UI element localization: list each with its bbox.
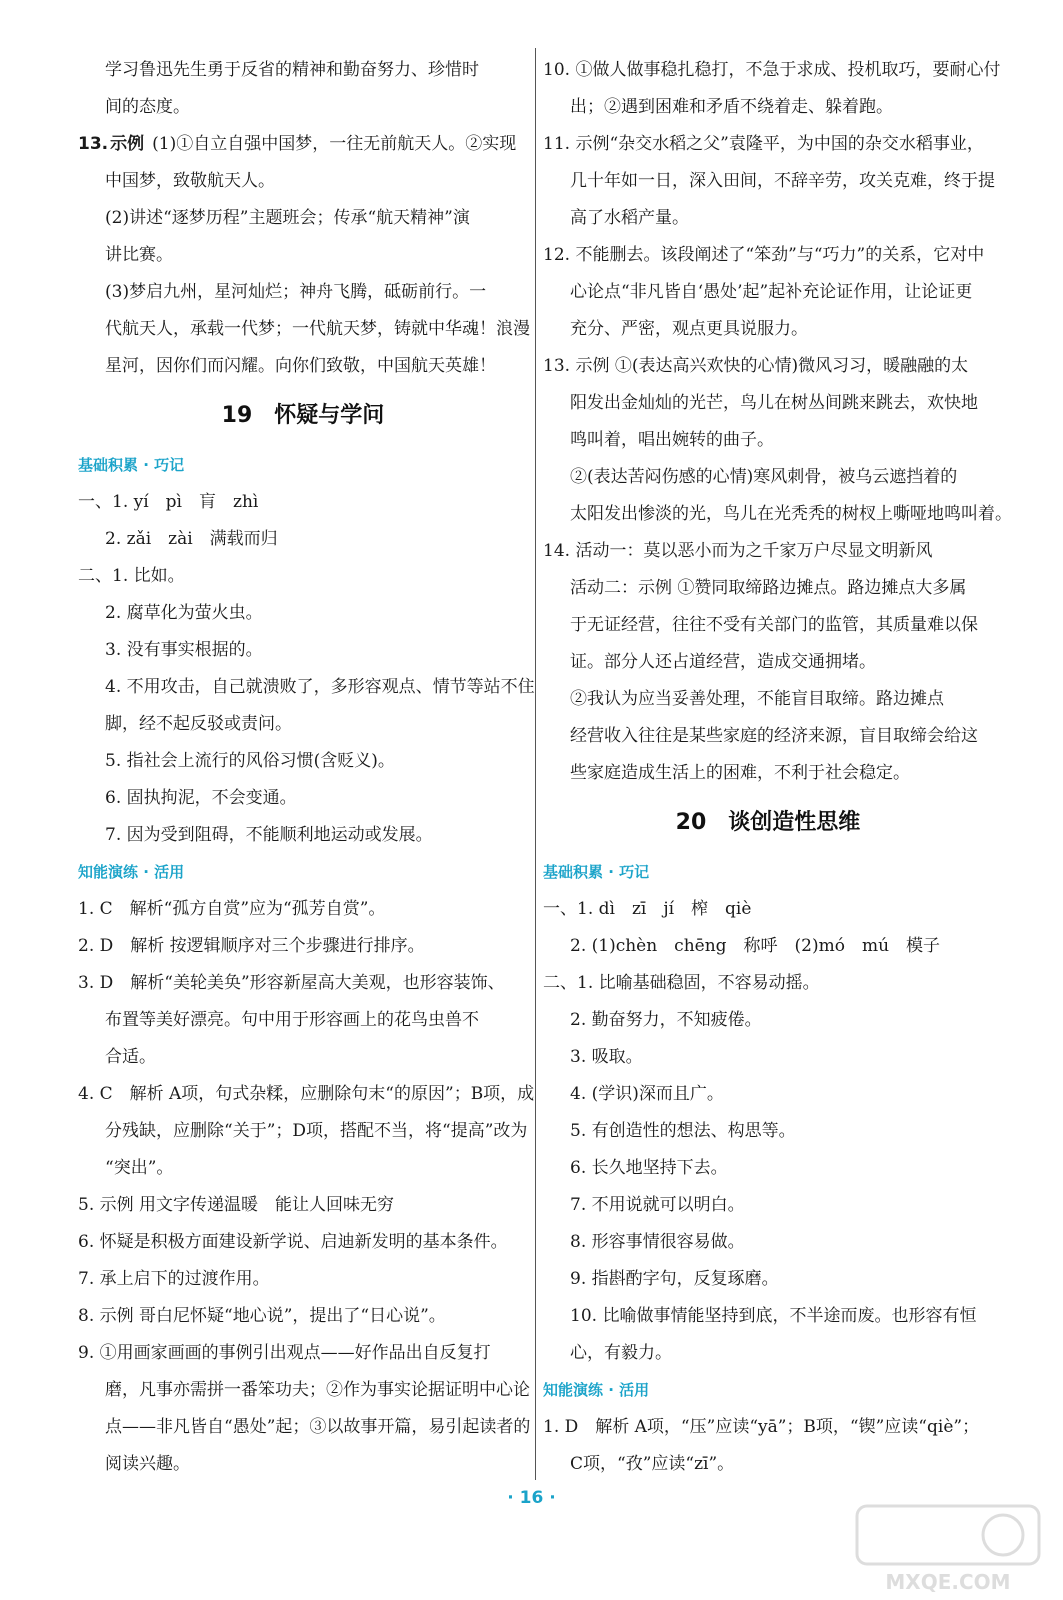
section-name: 谈创造性思维 <box>728 810 861 835</box>
text-line: 充分、严密，观点更具说服力。 <box>570 319 808 339</box>
text-line: 心，有毅力。 <box>570 1343 672 1363</box>
text-line: 阅读兴趣。 <box>105 1454 190 1474</box>
question-number: 13. <box>78 134 109 154</box>
text-line: 7. 不用说就可以明白。 <box>570 1195 745 1215</box>
text-line: 一、1. dì zī jí 榨 qiè <box>543 899 752 919</box>
left-column <box>78 52 535 1483</box>
watermark-logo <box>853 1502 1043 1594</box>
text-line: 1. C 解析“孤方自赏”应为“孤芳自赏”。 <box>78 899 386 919</box>
text-line: 二、1. 比如。 <box>78 566 185 586</box>
section-title-19 <box>78 385 528 447</box>
section-number: 20 <box>675 810 707 835</box>
text-line: 3. D 解析“美轮美奂”形容新屋高大美观，也形容装饰、 <box>78 973 505 993</box>
text-line: 中国梦，致敬航天人。 <box>105 171 275 191</box>
text-line: 分残缺，应删除“关于”；D项，搭配不当，将“提高”改为 <box>105 1121 528 1141</box>
text-line: 4. C 解析 A项，句式杂糅，应删除句末“的原因”；B项，成 <box>78 1084 535 1104</box>
text-line: 6. 怀疑是积极方面建设新学说、启迪新发明的基本条件。 <box>78 1232 508 1252</box>
text-line: 13. 示例 ①(表达高兴欢快的心情)微风习习，暖融融的太 <box>543 356 969 376</box>
text-line: 5. 指社会上流行的风俗习惯(含贬义)。 <box>105 751 395 771</box>
text-line: 7. 承上启下的过渡作用。 <box>78 1269 270 1289</box>
text-line: 鸣叫着，唱出婉转的曲子。 <box>570 430 774 450</box>
subsection-heading: 知能演练 · 活用 <box>78 863 185 881</box>
text-line: 10. ①做人做事稳扎稳打，不急于求成、投机取巧，要耐心付 <box>543 60 1001 80</box>
text-line: 12. 不能删去。该段阐述了“笨劲”与“巧力”的关系，它对中 <box>543 245 985 265</box>
text-line: 3. 没有事实根据的。 <box>105 640 263 660</box>
text-line: 出；②遇到困难和矛盾不绕着走、躲着跑。 <box>570 97 893 117</box>
text-line: (2)讲述“逐梦历程”主题班会；传承“航天精神”演 <box>105 208 470 228</box>
text-line: (1)①自立自强中国梦，一往无前航天人。②实现 <box>152 134 517 154</box>
text-line: (3)梦启九州，星河灿烂；神舟飞腾，砥砺前行。一 <box>105 282 487 302</box>
text-line: 4. 不用攻击，自己就溃败了，多形容观点、情节等站不住 <box>105 677 535 697</box>
text-line: 活动二：示例 ①赞同取缔路边摊点。路边摊点大多属 <box>570 578 967 598</box>
text-line: 高了水稻产量。 <box>570 208 689 228</box>
section-number: 19 <box>221 403 253 428</box>
text-line: 7. 因为受到阻碍，不能顺利地运动或发展。 <box>105 825 433 845</box>
text-line: 心论点“非凡皆自‘愚处’起”起补充论证作用，让论证更 <box>570 282 973 302</box>
text-line: 间的态度。 <box>105 97 190 117</box>
text-line: 2. 腐草化为萤火虫。 <box>105 603 263 623</box>
text-line: 几十年如一日，深入田间，不辞辛劳，攻关克难，终于提 <box>570 171 995 191</box>
text-line: 太阳发出惨淡的光，鸟儿在光秃秃的树杈上嘶哑地鸣叫着。 <box>570 504 1012 524</box>
example-label: 示例 <box>110 134 145 154</box>
text-line: 1. D 解析 A项，“压”应读“yā”；B项，“锲”应读“qiè”； <box>543 1417 980 1437</box>
text-line: 10. 比喻做事情能坚持到底，不半途而废。也形容有恒 <box>570 1306 977 1326</box>
subsection-heading: 知能演练 · 活用 <box>543 1381 650 1399</box>
text-line: 8. 形容事情很容易做。 <box>570 1232 745 1252</box>
column-divider <box>535 48 536 1480</box>
text-line: 合适。 <box>105 1047 156 1067</box>
text-line: C项，“孜”应读“zī”。 <box>570 1454 735 1474</box>
answer-13 <box>78 126 528 163</box>
text-line: 星河，因你们而闪耀。向你们致敬，中国航天英雄！ <box>105 356 496 376</box>
text-line: ②(表达苦闷伤感的心情)寒风刺骨，被乌云遮挡着的 <box>570 467 958 487</box>
text-line: 讲比赛。 <box>105 245 173 265</box>
text-line: 2. zǎi zài 满载而归 <box>105 529 278 549</box>
text-line: 4. (学识)深而且广。 <box>570 1084 724 1104</box>
text-line: 点——非凡皆自“愚处”起；③以故事开篇，易引起读者的 <box>105 1417 531 1437</box>
text-line: 5. 有创造性的想法、构思等。 <box>570 1121 796 1141</box>
text-line: 阳发出金灿灿的光芒，鸟儿在树丛间跳来跳去，欢快地 <box>570 393 978 413</box>
text-line: 3. 吸取。 <box>570 1047 643 1067</box>
text-line: 2. D 解析 按逻辑顺序对三个步骤进行排序。 <box>78 936 425 956</box>
text-line: 11. 示例“杂交水稻之父”袁隆平，为中国的杂交水稻事业， <box>543 134 984 154</box>
text-line: 一、1. yí pì 肓 zhì <box>78 492 259 512</box>
text-line: 磨，凡事亦需拼一番笨功夫；②作为事实论据证明中心论 <box>105 1380 530 1400</box>
text-line: 9. 指斟酌字句，反复琢磨。 <box>570 1269 779 1289</box>
subsection-heading: 基础积累 · 巧记 <box>543 863 650 881</box>
text-line: 脚，经不起反驳或责问。 <box>105 714 292 734</box>
text-line: 6. 固执拘泥，不会变通。 <box>105 788 297 808</box>
text-line: 于无证经营，往往不受有关部门的监管，其质量难以保 <box>570 615 978 635</box>
text-line: 代航天人，承载一代梦；一代航天梦，铸就中华魂！浪漫 <box>105 319 530 339</box>
text-line: 14. 活动一：莫以恶小而为之千家万户尽显文明新风 <box>543 541 933 561</box>
right-column <box>543 52 1012 1483</box>
text-line: 经营收入往往是某些家庭的经济来源，盲目取缔会给这 <box>570 726 978 746</box>
text-line: 9. ①用画家画画的事例引出观点——好作品出自反复打 <box>78 1343 491 1363</box>
text-line: ②我认为应当妥善处理，不能盲目取缔。路边摊点 <box>570 689 944 709</box>
text-line: 2. 勤奋努力，不知疲倦。 <box>570 1010 762 1030</box>
subsection-heading: 基础积累 · 巧记 <box>78 456 185 474</box>
text-line: 2. (1)chèn chēng 称呼 (2)mó mú 模子 <box>570 936 941 956</box>
section-name: 怀疑与学问 <box>274 403 385 428</box>
text-line: 证。部分人还占道经营，造成交通拥堵。 <box>570 652 876 672</box>
text-line: 二、1. 比喻基础稳固，不容易动摇。 <box>543 973 820 993</box>
text-line: 8. 示例 哥白尼怀疑“地心说”，提出了“日心说”。 <box>78 1306 446 1326</box>
section-title-20 <box>543 792 993 854</box>
page-number: · 16 · <box>507 1488 556 1508</box>
text-line: 布置等美好漂亮。句中用于形容画上的花鸟虫兽不 <box>105 1010 479 1030</box>
text-line: 些家庭造成生活上的困难，不利于社会稳定。 <box>570 763 910 783</box>
text-line: “突出”。 <box>105 1158 174 1178</box>
text-line: 5. 示例 用文字传递温暖 能让人回味无穷 <box>78 1195 395 1215</box>
text-line: 学习鲁迅先生勇于反省的精神和勤奋努力、珍惜时 <box>105 60 479 80</box>
text-line: 6. 长久地坚持下去。 <box>570 1158 728 1178</box>
watermark-text: MXQE.COM <box>885 1570 1011 1594</box>
